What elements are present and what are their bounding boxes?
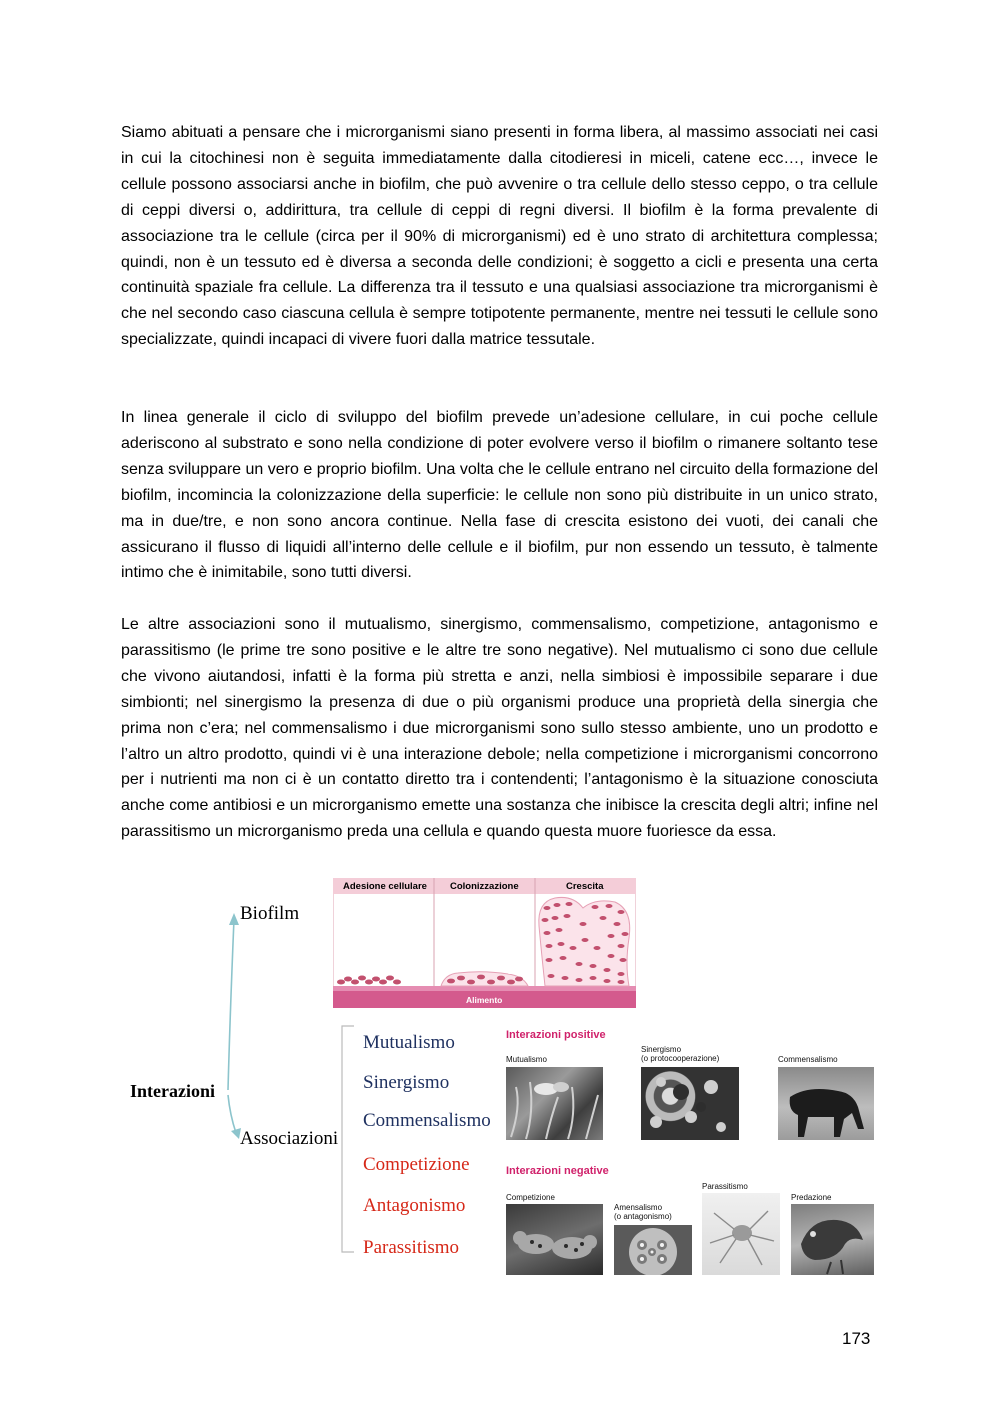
association-mutualismo: Mutualismo — [363, 1032, 455, 1053]
photo-caption-amensalismo: Amensalismo (o antagonismo) — [614, 1203, 672, 1221]
photo-caption-competizione: Competizione — [506, 1193, 555, 1202]
association-commensalismo: Commensalismo — [363, 1110, 491, 1131]
biofilm-substrate-label: Alimento — [466, 995, 503, 1005]
association-sinergismo: Sinergismo — [363, 1072, 450, 1093]
paragraph-associations: Le altre associazioni sono il mutualismo, sinergismo, commensalismo, competizione, antagonismo e parassitismo (le prime tre sono positive e le altre tre sono negative). Nel mutualismo ci sono due cellule che vivono aiutandosi, infatti è la forma più stretta e anzi, nella simbiosi è impossibile separare i due simbionti; nel sinergismo la presenza di due o più organismi produce una proprietà della sinergia che prima non c’era; nel commensalismo i due microrganismi sono sullo stesso ambiente, uno un prodotto e l’altro un altro prodotto, quindi vi è una interazione debole; nella competizione i microrganismi concorrono per i nutrienti ma non ci è un contatto diretto tra i contendenti; l’antagonismo è la situazione conosciuta anche come antibiosi e un microrganismo emette una sostanza che inibisce la crescita degli altri; infine nel parassitismo un microrganismo preda una cellula e quando questa muore fuoriesce da essa. — [121, 616, 878, 841]
negative-interactions-heading: Interazioni negative — [506, 1165, 609, 1177]
diagram-label-biofilm: Biofilm — [240, 903, 300, 924]
positive-interactions-heading: Interazioni positive — [506, 1029, 606, 1041]
diagram-label-interazioni: Interazioni — [130, 1081, 215, 1101]
photo-caption-commensalismo: Commensalismo — [778, 1055, 838, 1064]
association-competizione: Competizione — [363, 1154, 470, 1175]
photo-mutualismo — [506, 1067, 603, 1140]
diagram-branch-arrows — [210, 905, 250, 1145]
photo-competizione — [506, 1204, 603, 1275]
photo-caption-mutualismo: Mutualismo — [506, 1055, 547, 1064]
photo-caption-parassitismo: Parassitismo — [702, 1182, 748, 1191]
biofilm-panel-label-adesione: Adesione cellulare — [343, 881, 427, 892]
photo-commensalismo — [778, 1067, 874, 1140]
photo-sinergismo — [641, 1067, 739, 1140]
biofilm-panel-label-colonizzazione: Colonizzazione — [450, 881, 519, 892]
paragraph-biofilm-intro: Siamo abituati a pensare che i microrganismi siano presenti in forma libera, al massimo associati nei casi in cui la citochinesi non è seguita immediatamente dalla citodieresi in miceli, catene ecc…, invece le cellule possono associarsi anche in biofilm, che può avvenire o tra cellule dello stesso ceppo, o tra cellule di ceppi diversi o, addirittura, tra cellule di ceppi di regni diversi. Il biofilm è la forma prevalente di associazione tra le cellule (circa per il 90% di microrganismi) ed è uno strato di architettura complessa; quindi, non è un tessuto ed è diversa a seconda delle condizioni; è soggetto a cicli e presenta una certa continuità spaziale fra cellule. La differenza tra il tessuto e una qualsiasi associazione tra microrganismi è che nel secondo caso ciascuna cellula è sempre totipotente permanente, mentre nei tessuti le cellule sono specializzate, quindi incapaci di vivere fuori dalla matrice tessutale. — [121, 124, 878, 349]
biofilm-development-figure — [333, 878, 636, 1008]
page-number: 173 — [842, 1329, 871, 1348]
diagram-label-associazioni: Associazioni — [240, 1128, 339, 1149]
photo-caption-predazione: Predazione — [791, 1193, 832, 1202]
biofilm-panel-label-crescita: Crescita — [566, 881, 604, 892]
photo-parassitismo — [702, 1193, 780, 1275]
photo-caption-sinergismo: Sinergismo (o protocooperazione) — [641, 1045, 720, 1063]
association-antagonismo: Antagonismo — [363, 1195, 466, 1216]
photo-predazione — [791, 1204, 874, 1275]
paragraph-biofilm-cycle: In linea generale il ciclo di sviluppo del biofilm prevede un’adesione cellulare, in cui poche cellule aderiscono al substrato e sono nella condizione di poter evolvere verso il biofilm o rimanere soltanto tese senza sviluppare un vero e proprio biofilm. Una volta che le cellule entrano nel circuito della formazione del biofilm, incomincia la colonizzazione della superficie: le cellule non sono più distribuite in un unico strato, ma in due/tre, e non sono ancora continue. Nella fase di crescita esistono dei vuoti, dei canali che assicurano il flusso di liquidi all’interno delle cellule e il biofilm, pur non essendo un tessuto, è talmente intimo che è inimitabile, sono tutti diversi. — [121, 409, 878, 582]
photo-amensalismo — [614, 1225, 692, 1275]
associations-bracket — [336, 1024, 356, 1254]
association-parassitismo: Parassitismo — [363, 1237, 460, 1258]
